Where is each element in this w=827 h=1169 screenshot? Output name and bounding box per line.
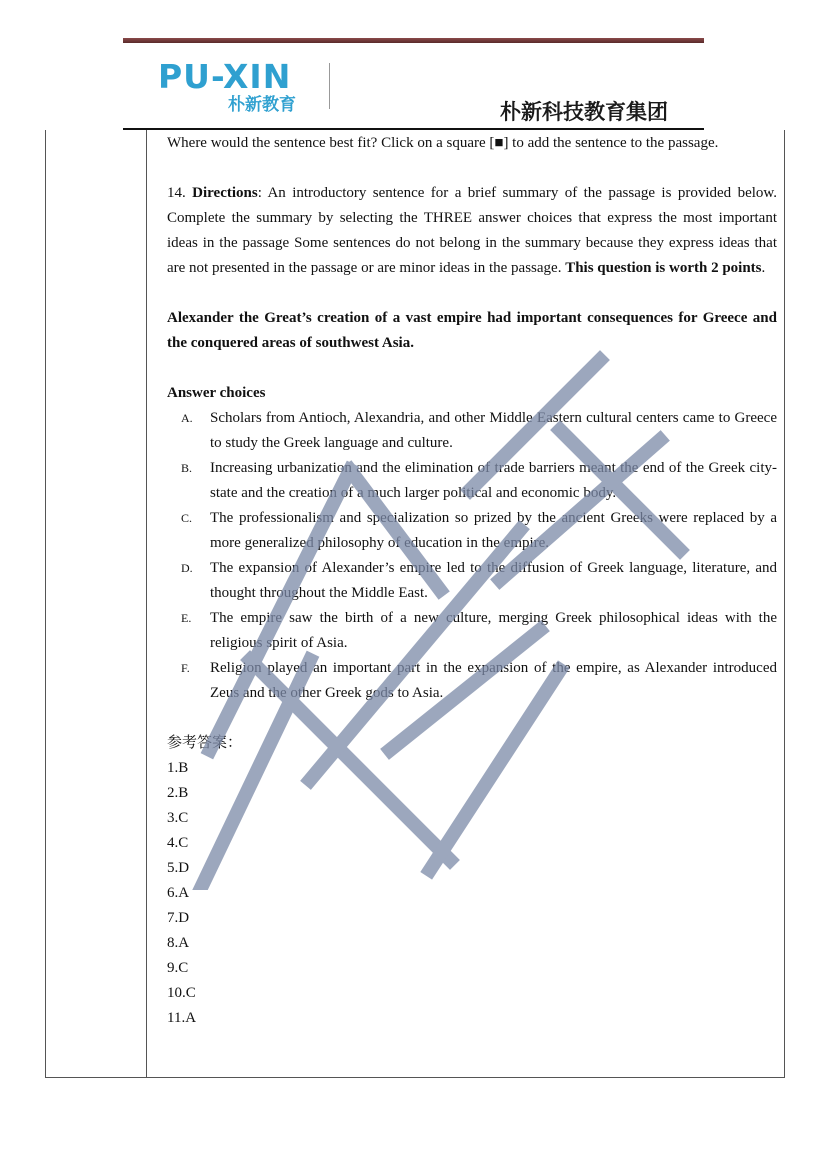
q14-number: 14. [167,185,186,201]
answer-choice [167,456,777,506]
answer-key-item: 7.D [167,910,190,926]
answer-choice [167,506,777,556]
q14-directions [167,181,777,281]
logo-text-en: PU-XIN [158,57,292,96]
answer-choice [167,406,777,456]
answer-choices-heading: Answer choices [167,385,266,401]
directions-text: : An introductory sentence for a brief summary of the passage is provided below. Complete the summary by selecting the THREE answer choices that express the most important ideas in the passage Some sentences do not belong in the summary because they express ideas that are not presented in the passage or are minor ideas in the passage. [167,185,778,276]
choice-text: Scholars from Antioch, Alexandria, and other Middle Eastern cultural centers came to Greece to study the Greek language and culture. [210,410,777,451]
directions-label: Directions [192,185,258,201]
intro-sentence-text: Alexander the Great’s creation of a vast empire had important consequences for Greece and the conquered areas of southwest Asia. [167,310,777,351]
answer-choices-label [167,381,777,406]
answer-key-item: 11.A [167,1010,197,1026]
answer-key-item: 5.D [167,860,190,876]
choice-letter: E. [181,611,192,625]
choice-text: The expansion of Alexander’s empire led to the diffusion of Greek language, literature, and thought throughout the Middle East. [210,560,777,601]
choice-text: Religion played an important part in the expansion of the empire, as Alexander introduced Zeus and the other Greek gods to Asia. [210,660,777,701]
choice-letter: C. [181,511,193,525]
choice-text: The professionalism and specialization so prized by the ancient Greeks were replaced by a more generalized philosophy of education in the empire. [210,510,777,551]
intro-sentence [167,306,777,356]
answer-choice [167,606,777,656]
answer-key-item: 6.A [167,885,190,901]
answer-key-item: 9.C [167,960,189,976]
choice-letter: A. [181,411,193,425]
choice-letter: F. [181,661,190,675]
logo-text-cn: 朴新教育 [228,95,296,115]
answer-key-item: 2.B [167,785,189,801]
q13-instruction: Where would the sentence best fit? Click on a square [■] to add the sentence to the passage. [167,135,719,151]
answer-key-item: 4.C [167,835,189,851]
answer-choice [167,656,777,706]
choice-text: The empire saw the birth of a new culture, merging Greek philosophical ideas with the religious spirit of Asia. [210,610,777,651]
choice-letter: B. [181,461,193,475]
column-divider [146,130,147,1077]
answer-key-item: 8.A [167,935,190,951]
answer-key-item: 1.B [167,760,189,776]
choice-text: Increasing urbanization and the elimination of trade barriers meant the end of the Greek city-state and the creation of a much larger political and economic body. [210,460,777,501]
header-rule [123,38,704,43]
company-name: 朴新科技教育集团 [500,100,668,124]
choice-letter: D. [181,561,193,575]
logo-divider [329,63,330,109]
answer-choice [167,556,777,606]
answer-key-item: 3.C [167,810,189,826]
period: . [761,260,766,276]
document-body [167,131,777,1031]
puxin-logo [158,57,318,115]
answer-key-item: 10.C [167,985,196,1001]
answer-key-label: 参考答案： [167,735,243,751]
worth-text: This question is worth 2 points [565,260,762,276]
